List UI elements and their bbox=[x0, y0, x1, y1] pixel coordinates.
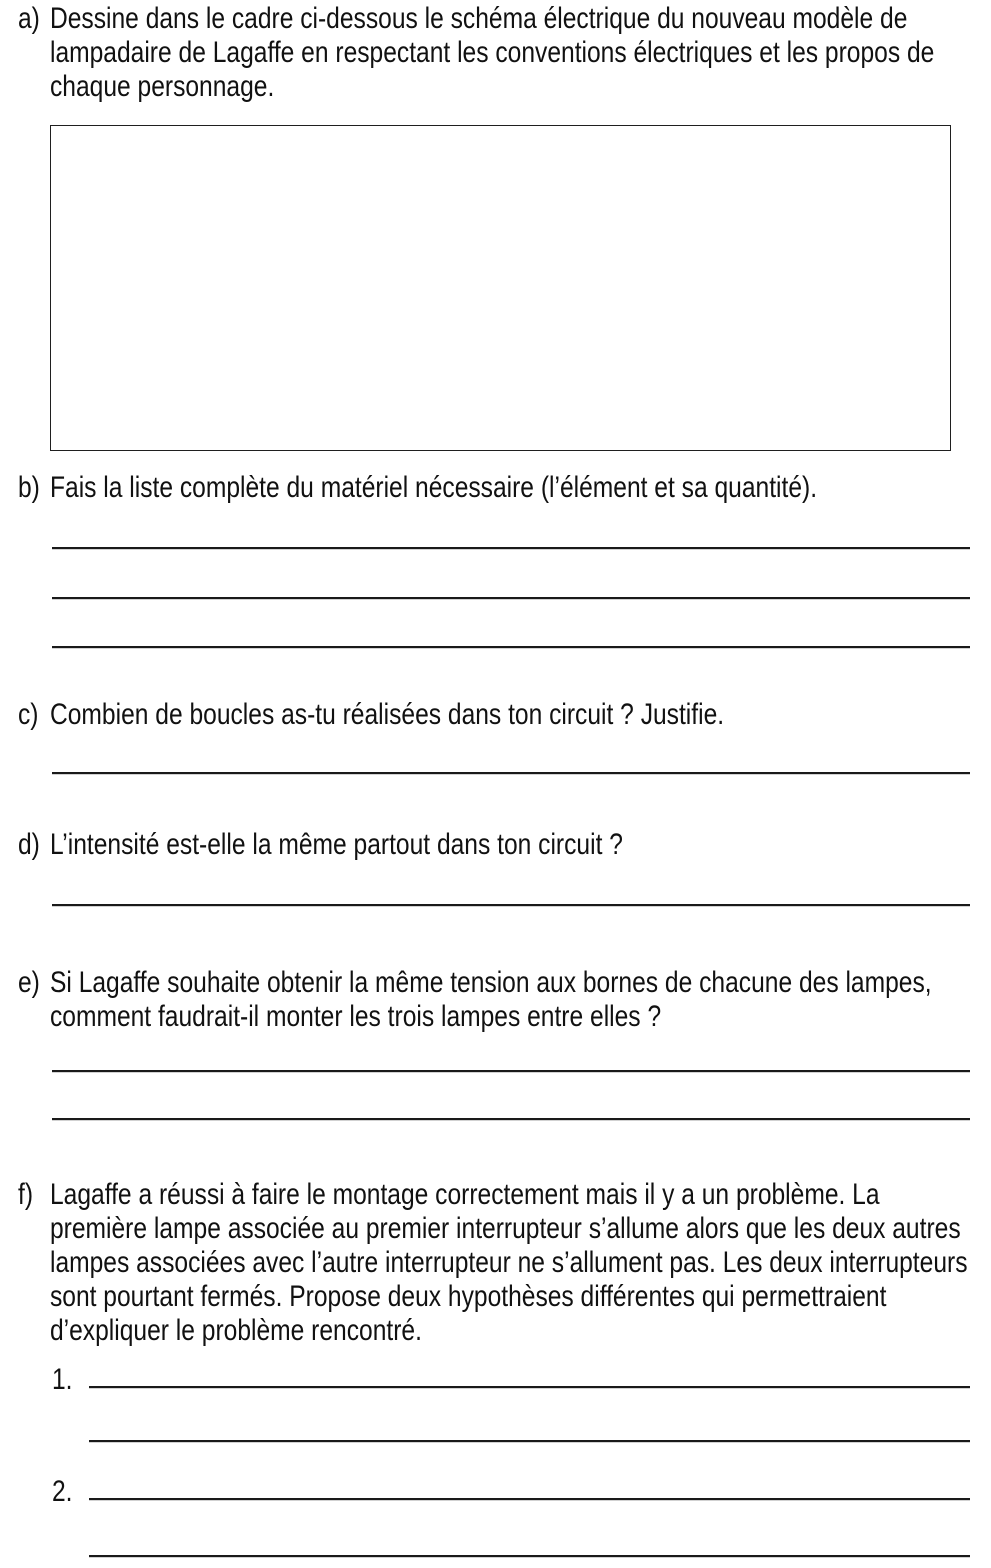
answer-line bbox=[89, 1440, 970, 1442]
answer-line bbox=[89, 1386, 970, 1388]
answer-line bbox=[52, 772, 970, 774]
answer-line bbox=[52, 1118, 970, 1120]
answer-line bbox=[52, 547, 970, 549]
question-d-text: L’intensité est-elle la même partout dans ton circuit ? bbox=[49, 828, 623, 861]
question-d bbox=[18, 828, 969, 862]
answer-line bbox=[52, 597, 970, 599]
question-c-text: Combien de boucles as-tu réalisées dans ton circuit ? Justifie. bbox=[49, 698, 725, 731]
drawing-box bbox=[50, 125, 951, 451]
question-e-label: e) bbox=[18, 966, 40, 999]
question-a-label: a) bbox=[18, 2, 40, 35]
answer-line bbox=[89, 1498, 970, 1500]
hypothesis-1-number: 1. bbox=[52, 1363, 73, 1396]
answer-line bbox=[89, 1555, 970, 1557]
question-e bbox=[18, 966, 969, 1034]
question-c-label: c) bbox=[18, 698, 39, 731]
answer-line bbox=[52, 1070, 970, 1072]
hypothesis-2-number: 2. bbox=[52, 1475, 73, 1508]
answer-line bbox=[52, 646, 970, 648]
question-f bbox=[18, 1178, 969, 1348]
question-f-label: f) bbox=[18, 1178, 34, 1211]
question-b-label: b) bbox=[18, 471, 40, 504]
question-e-text: Si Lagaffe souhaite obtenir la même tension aux bornes de chacune des lampes, comment faudrait-il monter les trois lampes entre elles ? bbox=[49, 966, 932, 1033]
question-b-text: Fais la liste complète du matériel nécessaire (l’élément et sa quantité). bbox=[49, 471, 818, 504]
question-b bbox=[18, 471, 969, 505]
answer-line bbox=[52, 904, 970, 906]
question-d-label: d) bbox=[18, 828, 40, 861]
question-c bbox=[18, 698, 969, 732]
question-a bbox=[18, 2, 969, 104]
question-a-text: Dessine dans le cadre ci-dessous le schéma électrique du nouveau modèle de lampadaire de Lagaffe en respectant les conventions électriques et les propos de chaque personnage. bbox=[49, 2, 935, 103]
question-f-text: Lagaffe a réussi à faire le montage correctement mais il y a un problème. La première lampe associée au premier interrupteur s’allume alors que les deux autres lampes associées avec l’autre interrupteur ne s’allument pas. Les deux interrupteurs sont pourtant fermés. Propose deux hypothèses différentes qui permettraient d’expliquer le problème rencontré. bbox=[49, 1178, 968, 1347]
